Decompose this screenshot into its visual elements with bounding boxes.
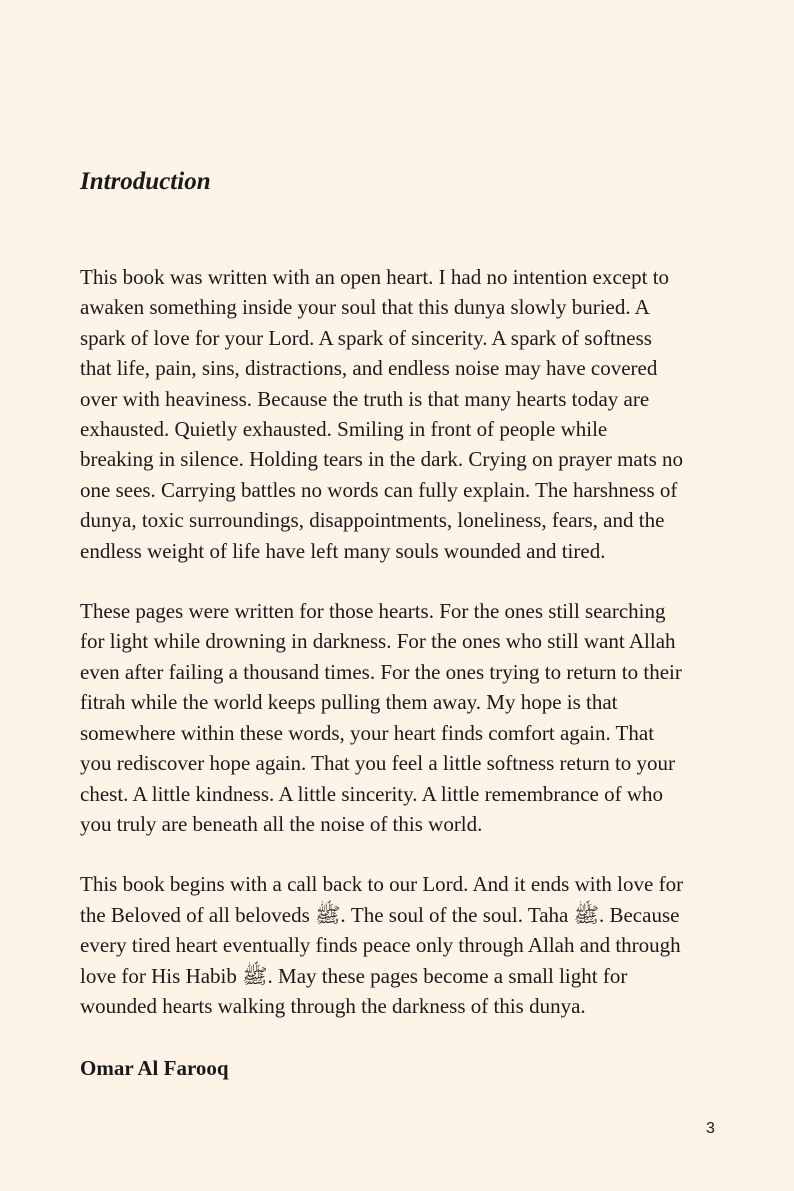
text-line: somewhere within these words, your heart finds comfort again. That — [80, 720, 655, 745]
author-name: Omar Al Farooq — [80, 1056, 229, 1080]
text-line: This book begins with a call back to our Lord. And it ends with love for — [80, 872, 684, 897]
text-line: fitrah while the world keeps pulling them away. My hope is that — [80, 690, 618, 715]
text-line: endless weight of life have left many souls wounded and tired. — [80, 538, 606, 563]
text-line: even after failing a thousand times. For the ones trying to return to their — [80, 659, 682, 684]
text-line: This book was written with an open heart. I had no intention except to — [80, 265, 670, 289]
text-line: over with heaviness. Because the truth is that many hearts today are — [80, 386, 650, 411]
text-line: every tired heart eventually finds peace only through Allah and through — [80, 933, 681, 958]
page-number: 3 — [706, 1120, 715, 1137]
text-line: chest. A little kindness. A little sincerity. A little remembrance of who — [80, 781, 664, 806]
text-line: you truly are beneath all the noise of this world. — [80, 811, 483, 836]
text-line: the Beloved of all beloveds ﷺ. The soul of the soul. Taha ﷺ. Because — [80, 902, 680, 927]
text-line: awaken something inside your soul that this dunya slowly buried. A — [80, 295, 650, 320]
text-line: love for His Habib ﷺ. May these pages become a small light for — [80, 963, 628, 988]
paragraph-2 — [80, 596, 724, 839]
text-line: exhausted. Quietly exhausted. Smiling in front of people while — [80, 417, 608, 442]
text-line: breaking in silence. Holding tears in the dark. Crying on prayer mats no — [80, 447, 684, 472]
text-line: that life, pain, sins, distractions, and endless noise may have covered — [80, 356, 658, 381]
text-line: dunya, toxic surroundings, disappointments, loneliness, fears, and the — [80, 508, 665, 533]
text-line: you rediscover hope again. That you feel a little softness return to your — [80, 751, 676, 776]
paragraph-3 — [80, 869, 724, 1021]
text-line: wounded hearts walking through the darkness of this dunya. — [80, 993, 586, 1018]
text-line: These pages were written for those hearts. For the ones still searching — [80, 599, 666, 624]
chapter-title: Introduction — [80, 168, 211, 195]
introduction-body — [80, 262, 724, 1051]
paragraph-1 — [80, 262, 724, 566]
text-line: spark of love for your Lord. A spark of sincerity. A spark of softness — [80, 325, 652, 350]
text-line: for light while drowning in darkness. For the ones who still want Allah — [80, 629, 676, 654]
text-line: one sees. Carrying battles no words can fully explain. The harshness of — [80, 477, 678, 502]
